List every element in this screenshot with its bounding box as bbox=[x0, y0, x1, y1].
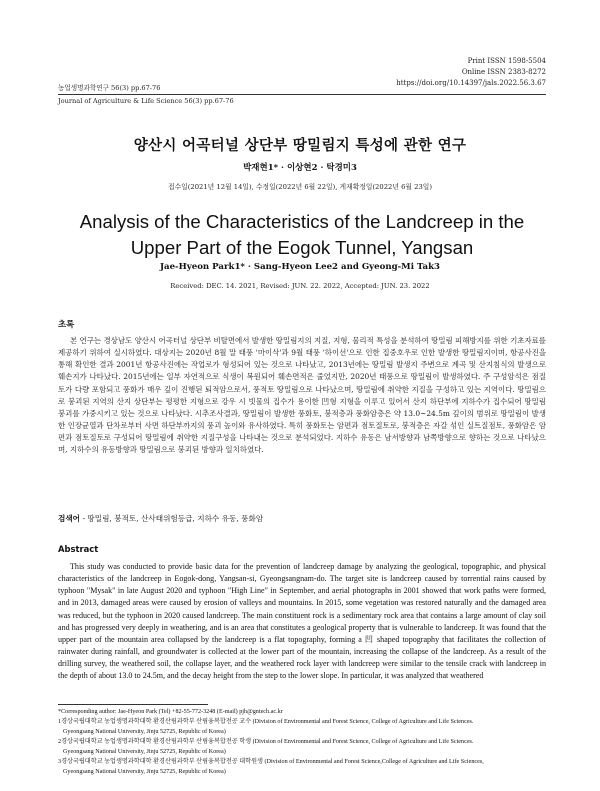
affiliation-1: 1경상국립대학교 농업생명과학대학 환경산림과학부 산림융복합전공 교수 (Division of Environmental and Forest Science, College of Agriculture and Life Sciences. bbox=[58, 719, 474, 725]
header-divider bbox=[58, 94, 546, 95]
affiliation-2-cont: Gyeongsang National University, Jinju 52725, Republic of Korea) bbox=[63, 749, 226, 755]
keywords-label: 검색어 bbox=[58, 514, 81, 523]
journal-header-en: Journal of Agriculture & Life Science 56(3) pp.67-76 bbox=[58, 97, 234, 105]
keywords-list: - 땅밀림, 붕적토, 산사태위험등급, 지하수 유동, 풍화암 bbox=[82, 514, 264, 523]
dates-english: Received: DEC. 14. 2021, Revised: JUN. 22. 2022, Accepted: JUN. 23. 2022 bbox=[170, 282, 430, 290]
authors-korean: 박재현1* · 이상현2 · 탁경미3 bbox=[243, 163, 357, 173]
abstract-ko-text: 본 연구는 경상남도 양산시 어곡터널 상단부 비탈면에서 발생한 땅밀림지의 지질, 지형, 물리적 특성을 분석하여 땅밀림 피해방지를 위한 기초자료를 제공하기 위하여 실시하였다. 대상지는 2020년 8월 말 태풍 '마이삭'과 9월 태풍 '하이선'으로 인한 집중호우로 인한 발생한 땅밀림지이며, 항공사진을 통해 확인한 결과 2001년 항공사진에는 작업로가 형성되어 있는 것으로 나타났고, 2013년에는 땅밀림 발생지 주변으로 계곡 및 산지침식의 발생으로 훼손지가 나타났다. 2015년에는 일부 자연적으로 식생이 복원되어 훼손면적은 줄었지만, 2020년 태풍으로 땅밀림이 발생하였다. 주 구성암석은 점질토가 다량 포함되고 풍화가 매우 깊이 진행된 퇴적암으로서, 풍적토 땅밀림으로 나타났으며, 땅밀림에 취약한 지질을 구성하고 있는 지역이다. 땅밀림으로 붕괴된 지역의 산지 상단부는 평평한 지형으로 강우 시 빗물의 집수가 용이한 凹형 지형을 이루고 있어서 산지 하단부에 지하수가 집수되어 땅밀림 붕괴를 가중시키고 있는 것으로 나타났다. 시추조사결과, 땅밀림이 발생한 풍화토, 붕적층과 풍화암층은 약 13.0~24.5m 깊이의 범위로 땅밀림이 발생한 인장균열과 단차로부터 사면 하단부까지의 풍괴 높이와 유사하였다. 특히 풍화토는 암편과 점토질토로, 붕적층은 자갈 섞인 실트질점토, 풍화암은 암편과 점토질토로 구성되어 땅밀림에 취약한 지질구성을 나타내는 것으로 분석되었다. 지하수 유동은 남서방향과 남쪽방향으로 향하는 것으로 나타났으며, 지하수의 유동방향과 땅밀림으로 붕괴된 방향과 일치하였다. bbox=[58, 336, 546, 455]
affiliation-2: 2경상국립대학교 농업생명과학대학 환경산림과학부 산림융복합전공 학생 (Division of Environmental and Forest Science, College of Agriculture and Life Sciences. bbox=[58, 739, 474, 745]
doi-link[interactable]: https://doi.org/10.14397/jals.2022.56.3.67 bbox=[396, 79, 546, 87]
affiliation-3: 3경상국립대학교 농업생명과학대학 환경산림과학부 산림융복합전공 대학원생 (Division of Environmental and Forest Science,College of Agriculture and Life Sciences, bbox=[58, 759, 484, 765]
affiliation-1-cont: Gyeongsang National University, Jinju 52725, Republic of Korea) bbox=[63, 729, 226, 735]
title-english: Analysis of the Characteristics of the Landcreep in the Upper Part of the Eogok Tunnel, Yangsan bbox=[79, 211, 525, 258]
abstract-ko-body bbox=[58, 335, 546, 457]
corresponding-author: *Corresponding author: Jae-Hyeon Park (Tel) +82-55-772-3248 (E-mail) pjh@gntech.ac.kr bbox=[58, 709, 283, 715]
journal-header-ko: 농업생명과학연구 56(3) pp.67-76 bbox=[58, 84, 161, 92]
abstract-en-body bbox=[58, 561, 546, 683]
abstract-en-heading: Abstract bbox=[58, 544, 99, 554]
abstract-ko-heading: 초록 bbox=[58, 319, 75, 329]
abstract-en-text: This study was conducted to provide basic data for the prevention of landcreep damage by analyzing the geological, topographic, and physical characteristics of the landcreep in Eogok-dong, Yangsan-si, Gyeongsangnam-do. The target site is landcreep caused by torrential rains caused by typhoon "Mysak" in late August 2020 and typhoon "High Line" in September, and aerial photographs in 2001 showed that work paths were formed, and in 2013, damaged areas were caused by erosion of valleys and mountains. In 2015, some vegetation was restored naturally and the damaged area was reduced, but the typhoon in 2020 caused landcreep. The main constituent rock is a sedimentary rock area that contains a large amount of clay soil and has progressed very deeply in weathering, and is an area that constitutes a geological property that is vulnerable to landcreep. It was found that the upper part of the mountain area collapsed by the landcreep is a flat topography, forming a 凹 shaped topography that facilitates the collection of rainwater during rainfall, and groundwater is collected at the lower part of the mountain, increasing the collapse of the landcreep. As a result of the drilling survey, the weathered soil, the collapse layer, and the weathered rock layer with landcreep were similar to the tensile crack with landcreep in the depth of about 13.0 to 24.5m, and the decay height from the step to the lower slope. In particular, it was analyzed that weathered bbox=[58, 562, 546, 681]
footnotes bbox=[58, 707, 546, 777]
online-issn: Online ISSN 2383-8272 bbox=[461, 68, 546, 76]
authors-english: Jae-Hyeon Park1* · Sang-Hyeon Lee2 and Gyeong-Mi Tak3 bbox=[159, 262, 441, 272]
print-issn: Print ISSN 1598-5504 bbox=[467, 57, 546, 65]
footnote-divider bbox=[58, 704, 208, 705]
dates-korean: 접수일(2021년 12월 14일), 수정일(2022년 6월 22일), 게재확정일(2022년 6월 23일) bbox=[168, 183, 432, 191]
affiliation-3-cont: Gyeongsang National University, Jinju 52725, Republic of Korea) bbox=[63, 769, 226, 775]
keywords-ko bbox=[58, 513, 263, 524]
issn-block bbox=[396, 56, 546, 89]
title-korean: 양산시 어곡터널 상단부 땅밀림지 특성에 관한 연구 bbox=[133, 137, 467, 154]
